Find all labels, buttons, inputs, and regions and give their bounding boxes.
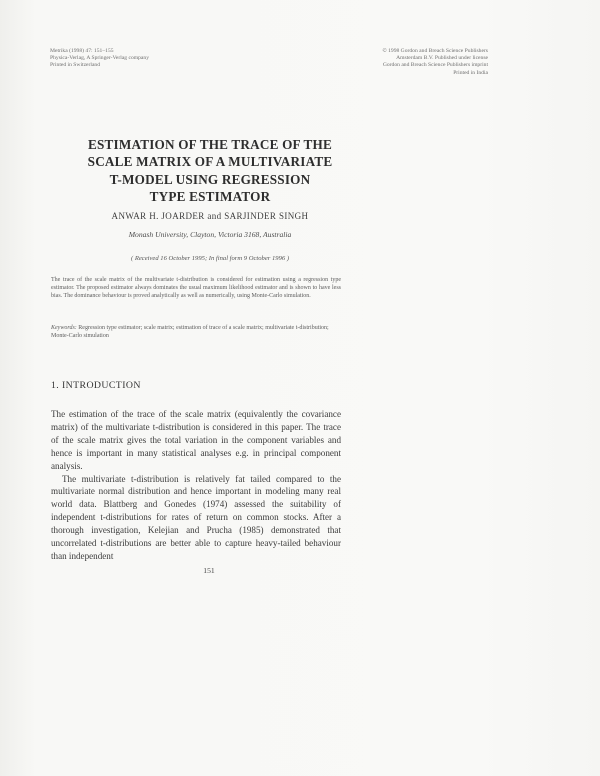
keywords-text: Regression type estimator; scale matrix; estimation of trace of a scale matrix; multivariate t-distribution; Monte-Carlo simulation	[51, 325, 329, 340]
paragraph: The multivariate t-distribution is relatively fat tailed compared to the multivariate normal distribution and hence important in modeling many real world data. Blattberg and Gonedes (1974) assessed the suitability of independent t-distributions for rates of return on common stocks. After a thorough investigation, Kelejian and Prucha (1985) demonstrated that uncorrelated t-distributions are better able to capture heavy-tailed behaviour than independent	[51, 473, 341, 561]
journal-header-right	[318, 48, 488, 77]
header-line: Physica-Verlag, A Springer-Verlag company	[50, 55, 149, 62]
keywords-label: Keywords:	[51, 325, 77, 331]
header-line: Amsterdam B.V. Published under license	[396, 55, 488, 62]
keywords	[51, 324, 341, 340]
paragraph: The estimation of the trace of the scale matrix (equivalently the covariance matrix) of the multivariate t-distribution is considered in this paper. The trace of the scale matrix gives the total variation in the component variables and hence is important in many statistical analyses e.g. in principal component analysis.	[51, 409, 341, 471]
header-line: © 1998 Gordon and Breach Science Publishers	[382, 48, 488, 54]
authors: ANWAR H. JOARDER and SARJINDER SINGH	[111, 211, 309, 221]
title-line: TYPE ESTIMATOR	[149, 189, 271, 205]
header-line: Gordon and Breach Science Publishers imprint	[382, 62, 488, 69]
section-heading: 1. INTRODUCTION	[51, 380, 141, 391]
received-date: ( Received 16 October 1995; In final form 9 October 1996 )	[130, 255, 290, 262]
journal-header-left	[50, 48, 220, 70]
title-line: SCALE MATRIX OF A MULTIVARIATE	[87, 154, 333, 170]
header-line: Printed in India	[453, 69, 488, 76]
abstract: The trace of the scale matrix of the multivariate t-distribution is considered for estimation using a regression type estimator. The proposed estimator always dominates the usual maximum likelihood estimator and is shown to have less bias. The dominance behaviour is proved analytically as well as numerically, using Monte-Carlo simulation.	[51, 277, 341, 300]
affiliation: Monash University, Clayton, Victoria 3168, Australia	[128, 230, 292, 239]
header-line: Metrika (1998) 47: 151–155	[50, 48, 114, 54]
header-line: Printed in Switzerland	[50, 62, 101, 69]
paper-title	[40, 136, 380, 206]
page-number: 151	[203, 566, 215, 575]
body-text	[51, 408, 341, 563]
title-line: T-MODEL USING REGRESSION	[109, 171, 311, 187]
title-line: ESTIMATION OF THE TRACE OF THE	[87, 137, 333, 152]
